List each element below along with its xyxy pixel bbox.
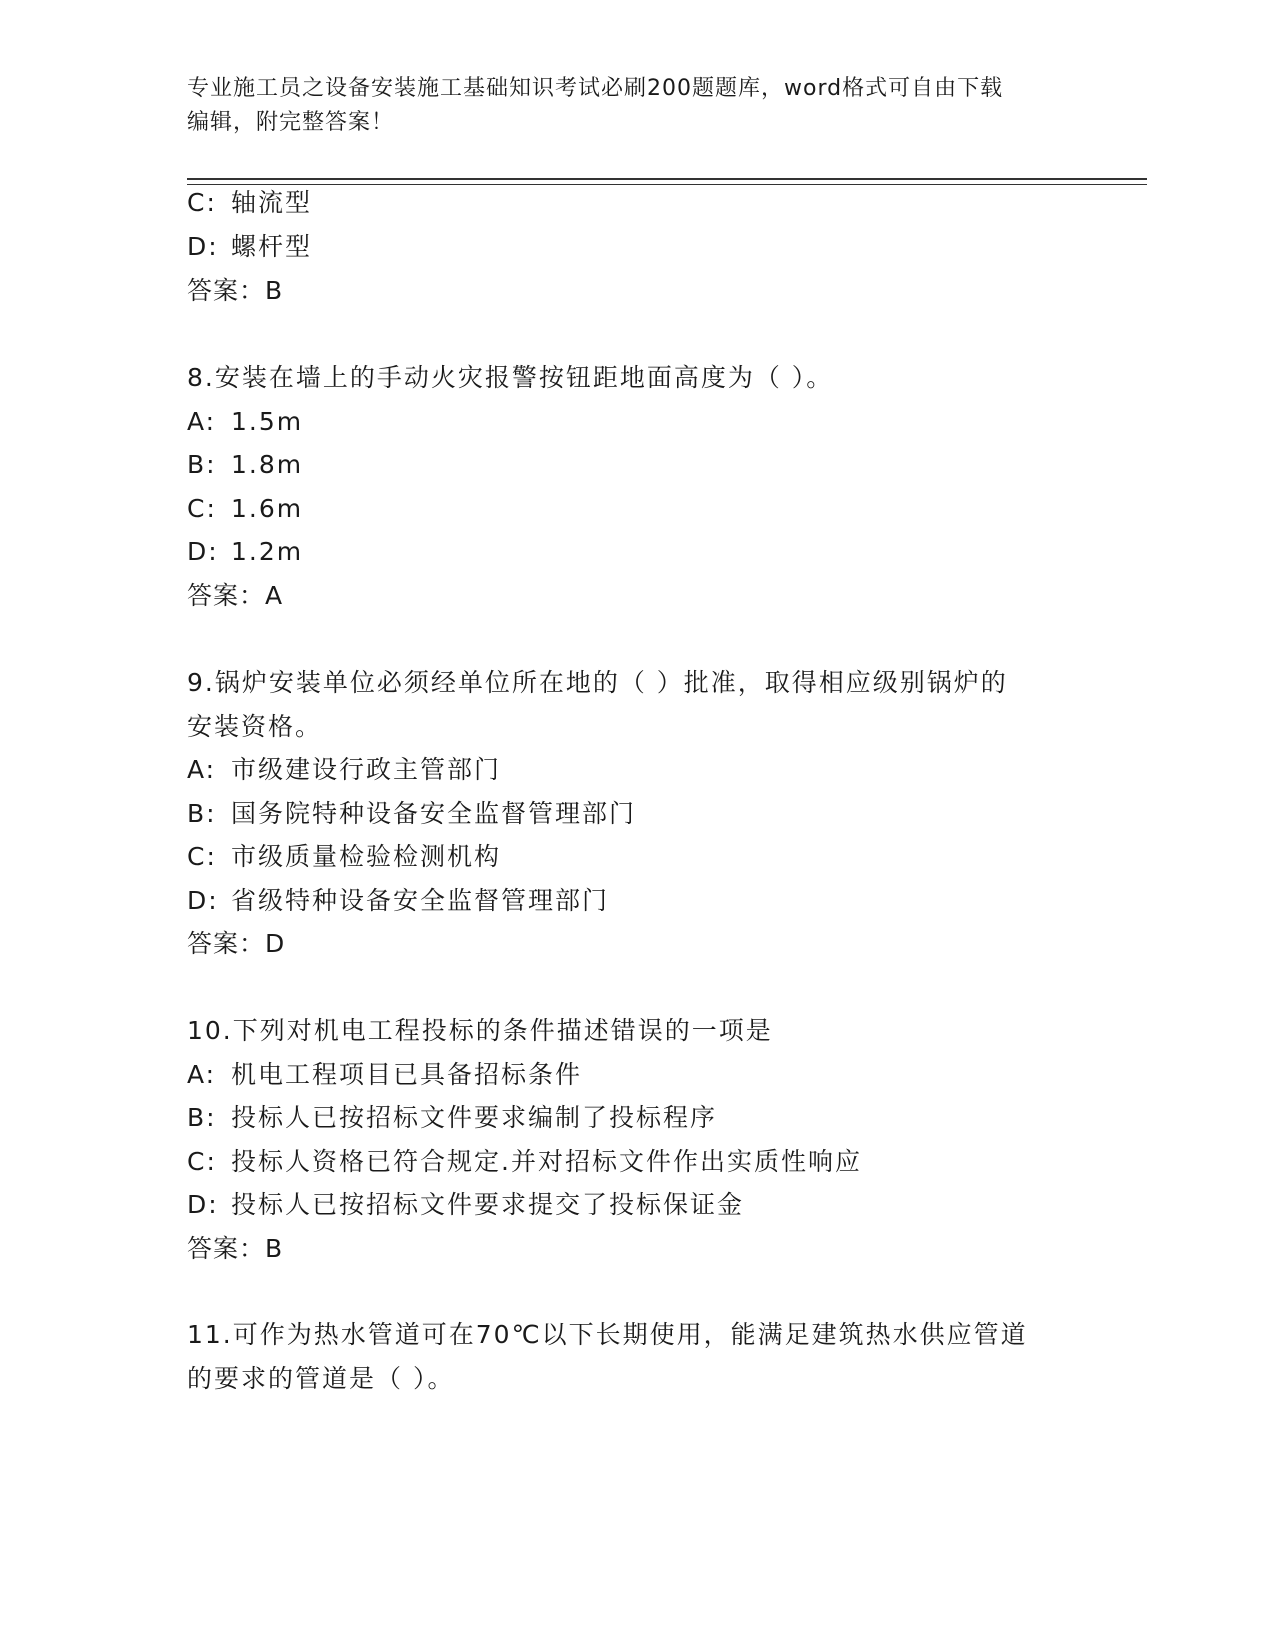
q10-answer: 答案：B [187,1234,284,1263]
option-label: A: [187,1060,217,1089]
option-text: 投标人已按招标文件要求编制了投标程序 [231,1103,718,1132]
q10-stem: 10.下列对机电工程投标的条件描述错误的一项是 [187,1016,773,1045]
q9-stem-line-2: 安装资格。 [187,712,323,741]
q8-option-d [187,535,303,569]
option-label: B: [187,1103,217,1132]
q8-option-c [187,492,303,526]
option-label: A: [187,755,217,784]
option-label: B: [187,450,217,479]
q10-option-a [187,1058,582,1092]
option-label: D: [187,1190,219,1219]
option-label: B: [187,799,217,828]
option-text: 国务院特种设备安全监督管理部门 [231,799,637,828]
q11-stem-line-1: 11.可作为热水管道可在70℃以下长期使用，能满足建筑热水供应管道 [187,1320,1028,1349]
q9-option-b [187,797,636,831]
header-title-line-2: 编辑，附完整答案！ [187,110,395,135]
q8-option-b [187,448,303,482]
option-text: 投标人已按招标文件要求提交了投标保证金 [231,1190,745,1219]
q7-answer: 答案：B [187,276,284,305]
option-text: 螺杆型 [231,232,313,261]
q9-option-d [187,884,609,918]
q10-option-b [187,1101,717,1135]
q9-option-c [187,840,501,874]
option-text: 投标人资格已符合规定.并对招标文件作出实质性响应 [231,1147,862,1176]
option-label: C: [187,842,217,871]
q11-stem-line-2: 的要求的管道是（ ）。 [187,1364,455,1393]
option-text: 轴流型 [231,188,313,217]
option-text: 市级建设行政主管部门 [231,755,502,784]
option-label: C: [187,1147,217,1176]
q8-answer: 答案：A [187,581,284,610]
header-title-line-1: 专业施工员之设备安装施工基础知识考试必刷200题题库，word格式可自由下载 [187,76,1004,101]
q9-stem-line-1: 9.锅炉安装单位必须经单位所在地的（ ）批准，取得相应级别锅炉的 [187,668,1008,697]
header-rule-thick [187,178,1147,180]
q9-option-a [187,753,501,787]
q10-option-c [187,1145,862,1179]
q10-option-d [187,1188,744,1222]
q8-option-a [187,405,303,439]
option-text: 1.2m [231,537,304,566]
option-label: A: [187,407,217,436]
option-text: 1.6m [231,494,304,523]
option-text: 省级特种设备安全监督管理部门 [231,886,610,915]
header-rule-thin [187,184,1147,185]
q8-stem: 8.安装在墙上的手动火灾报警按钮距地面高度为（ ）。 [187,363,834,392]
option-label: C: [187,494,217,523]
option-text: 市级质量检验检测机构 [231,842,502,871]
option-label: D: [187,537,219,566]
option-label: D: [187,886,219,915]
q7-option-d [187,230,312,264]
q9-answer: 答案：D [187,929,286,958]
option-text: 1.8m [231,450,304,479]
q7-option-c [187,186,312,220]
option-label: C: [187,188,217,217]
option-label: D: [187,232,219,261]
document-header [187,72,1087,140]
option-text: 1.5m [231,407,304,436]
option-text: 机电工程项目已具备招标条件 [231,1060,583,1089]
